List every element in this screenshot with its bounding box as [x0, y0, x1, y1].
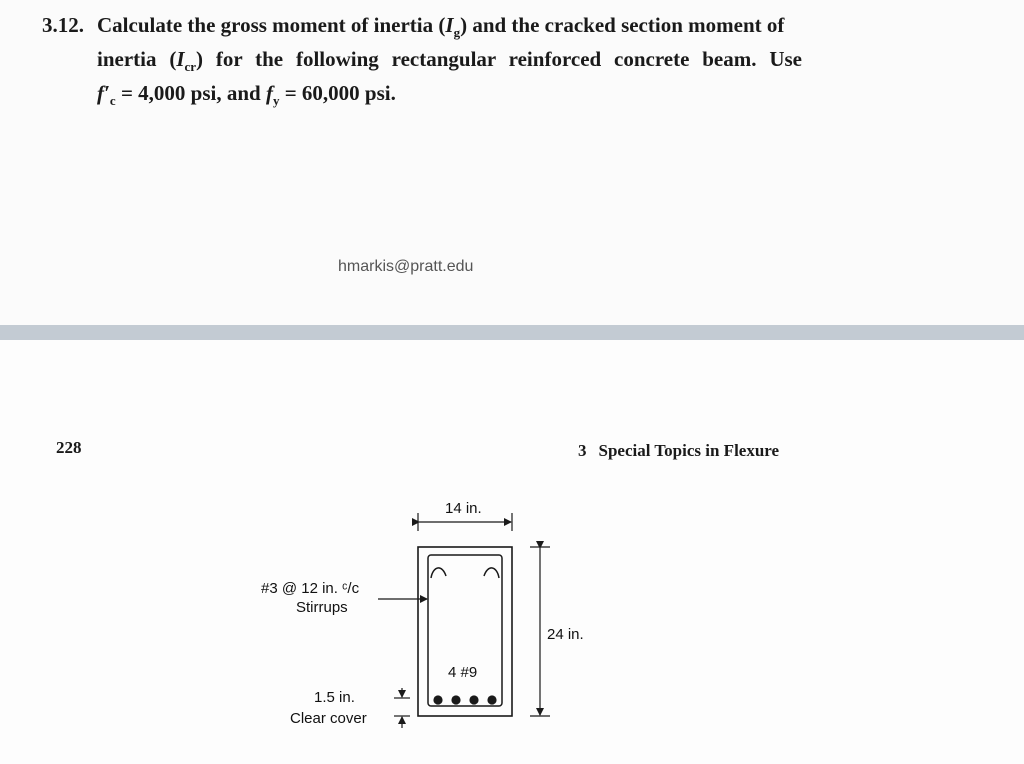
- fc-subscript: c: [109, 93, 116, 109]
- cover-dimension-label: 1.5 in.: [314, 689, 355, 706]
- problem-line1-a: Calculate the gross moment of inertia (: [97, 13, 446, 37]
- problem-number: 3.12.: [42, 13, 84, 37]
- icr-symbol: I: [176, 47, 185, 72]
- ig-symbol: I: [445, 13, 454, 37]
- stirrup-spec-label: #3 @ 12 in. ᶜ/c: [261, 580, 360, 597]
- ig-subscript: g: [453, 25, 461, 41]
- problem-line1-b: ) and the cracked section moment of: [460, 13, 785, 37]
- rebar-3: [469, 695, 478, 704]
- width-label: 14 in.: [445, 500, 482, 517]
- email-address: hmarkis@pratt.edu: [338, 258, 474, 275]
- chapter-title: Special Topics in Flexure: [598, 441, 780, 460]
- fy-subscript: y: [272, 93, 280, 109]
- rebar-1: [433, 695, 442, 704]
- icr-subscript: cr: [184, 59, 197, 75]
- reinforcing-bars: [433, 695, 496, 704]
- height-label: 24 in.: [547, 626, 584, 643]
- bars-label: 4 #9: [448, 664, 478, 681]
- stirrup: [428, 555, 502, 706]
- clear-cover-label: Clear cover: [290, 710, 367, 727]
- rebar-2: [451, 695, 460, 704]
- rebar-4: [487, 695, 496, 704]
- problem-line2-a: inertia (: [97, 47, 177, 72]
- fy-symbol: f: [265, 81, 273, 106]
- clear-cover-marker: [394, 688, 410, 728]
- fc-symbol: f′: [97, 81, 110, 106]
- fy-value: = 60,000 psi.: [279, 81, 396, 106]
- chapter-number: 3: [578, 441, 587, 460]
- page-number: 228: [56, 438, 82, 457]
- problem-line2-b: ) for the following rectangular reinforced concrete beam. Use: [196, 47, 802, 72]
- stirrups-label: Stirrups: [296, 599, 348, 616]
- fc-value: = 4,000 psi, and: [115, 81, 266, 106]
